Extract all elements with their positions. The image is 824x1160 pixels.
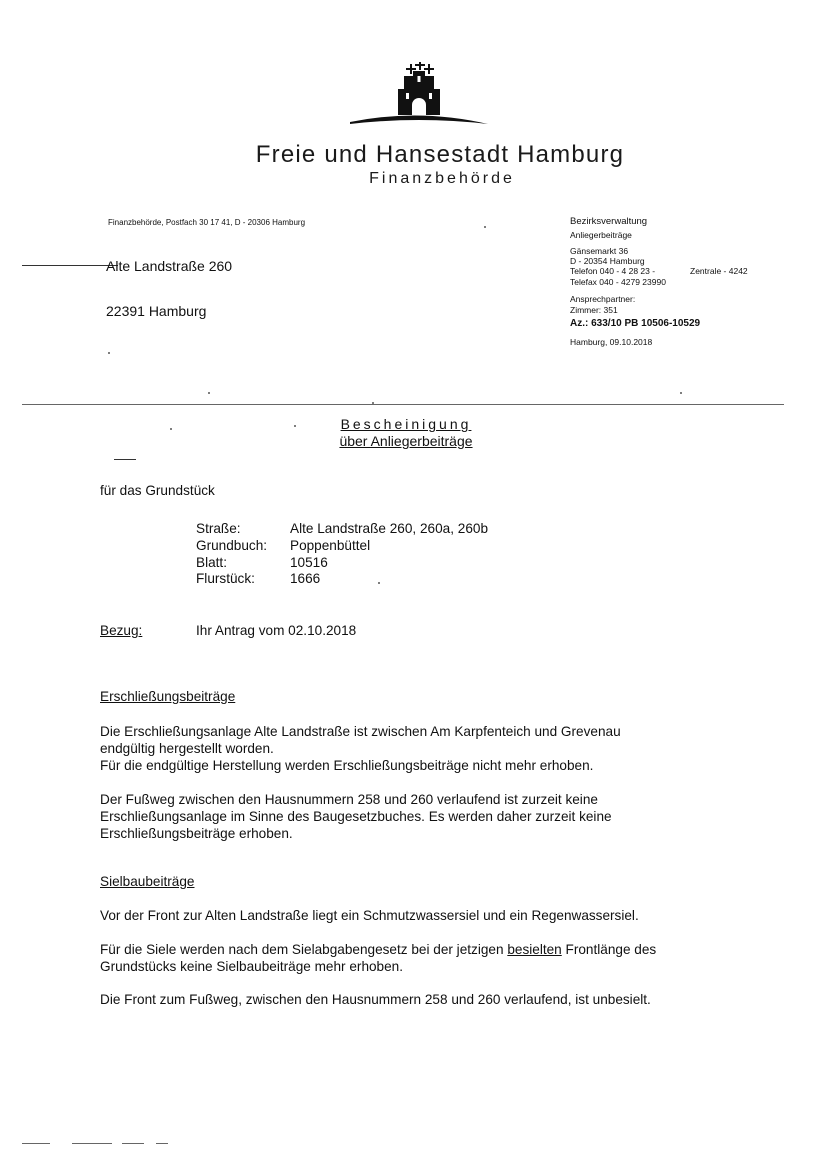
section2-paragraph2-line2: Grundstücks keine Sielbaubeiträge mehr erhoben.	[100, 959, 404, 974]
footer-dash-2	[72, 1143, 112, 1144]
property-value-flurstueck: 1666	[290, 571, 321, 586]
page-title: Freie und Hansestadt Hamburg	[255, 141, 625, 168]
contact-label: Ansprechpartner:	[570, 294, 636, 304]
recipient-city: 22391 Hamburg	[106, 303, 207, 319]
scan-speck	[108, 352, 110, 354]
section1-paragraph1-line2: endgültig hergestellt worden.	[100, 741, 274, 756]
property-label-strasse: Straße:	[196, 521, 241, 536]
section-heading-erschliessung: Erschließungsbeiträge	[100, 689, 236, 704]
scan-speck	[372, 402, 374, 404]
footer-dash-1	[22, 1143, 50, 1144]
office-telefon: Telefon 040 - 4 28 23 -	[570, 266, 656, 276]
scan-speck	[294, 425, 296, 427]
section-heading-sielbau: Sielbaubeiträge	[100, 874, 195, 889]
property-label-grundbuch: Grundbuch:	[196, 538, 268, 553]
footer-dash-4	[156, 1143, 168, 1144]
sender-line: Finanzbehörde, Postfach 30 17 41, D - 20306 Hamburg	[108, 218, 306, 227]
office-street: Gänsemarkt 36	[570, 246, 629, 256]
section1-paragraph1-line3: Für die endgültige Herstellung werden Erschließungsbeiträge nicht mehr erhoben.	[100, 758, 594, 773]
letter-date: Hamburg, 09.10.2018	[570, 337, 653, 347]
scan-speck	[484, 226, 486, 228]
reference-text: Ihr Antrag vom 02.10.2018	[196, 623, 357, 638]
office-telefax: Telefax 040 - 4279 23990	[570, 277, 666, 287]
document-title: Bescheinigung	[340, 416, 472, 432]
footer-dash-3	[122, 1143, 144, 1144]
document-subtitle: über Anliegerbeiträge	[339, 433, 473, 449]
property-value-strasse: Alte Landstraße 260, 260a, 260b	[290, 521, 489, 536]
section2-paragraph2-line1	[100, 941, 656, 958]
section2-p2-text-a: Für die Siele werden nach dem Sielabgabengesetz bei der jetzigen	[100, 942, 508, 957]
section2-p2-text-b: Frontlänge des	[561, 942, 657, 957]
hamburg-coat-of-arms-icon	[348, 62, 490, 128]
short-rule	[114, 459, 136, 460]
section1-paragraph2-line2: Erschließungsanlage im Sinne des Baugesetzbuches. Es werden daher zurzeit keine	[100, 809, 612, 824]
reference-number: Az.: 633/10 PB 10506-10529	[570, 318, 701, 329]
scan-speck	[170, 428, 172, 430]
section1-paragraph2-line3: Erschließungsbeiträge erhoben.	[100, 826, 293, 841]
department-name: Anliegerbeiträge	[570, 230, 632, 240]
scan-speck	[208, 392, 210, 394]
address-strike-line	[22, 265, 118, 266]
property-intro: für das Grundstück	[100, 483, 215, 498]
section2-p2-underlined: besielten	[507, 942, 562, 957]
property-label-flurstueck: Flurstück:	[196, 571, 255, 586]
section1-paragraph2-line1: Der Fußweg zwischen den Hausnummern 258 und 260 verlaufend ist zurzeit keine	[100, 792, 598, 807]
room-number: Zimmer: 351	[570, 305, 618, 315]
section1-paragraph1-line1: Die Erschließungsanlage Alte Landstraße ist zwischen Am Karpfenteich und Grevenau	[100, 724, 621, 739]
page-subtitle: Finanzbehörde	[369, 170, 515, 187]
recipient-street: Alte Landstraße 260	[106, 258, 233, 274]
property-value-grundbuch: Poppenbüttel	[290, 538, 371, 553]
section2-paragraph1: Vor der Front zur Alten Landstraße liegt ein Schmutzwassersiel und ein Regenwassersiel.	[100, 908, 639, 923]
office-zentrale: Zentrale - 4242	[690, 266, 748, 276]
reference-label: Bezug:	[100, 623, 143, 638]
section2-paragraph3: Die Front zum Fußweg, zwischen den Hausnummern 258 und 260 verlaufend, ist unbesielt.	[100, 992, 651, 1007]
separator-line	[22, 404, 784, 405]
office-postal: D - 20354 Hamburg	[570, 256, 645, 266]
property-value-blatt: 10516	[290, 555, 328, 570]
scan-speck	[680, 392, 682, 394]
office-name: Bezirksverwaltung	[570, 216, 648, 227]
scan-speck	[378, 582, 380, 584]
property-label-blatt: Blatt:	[196, 555, 227, 570]
